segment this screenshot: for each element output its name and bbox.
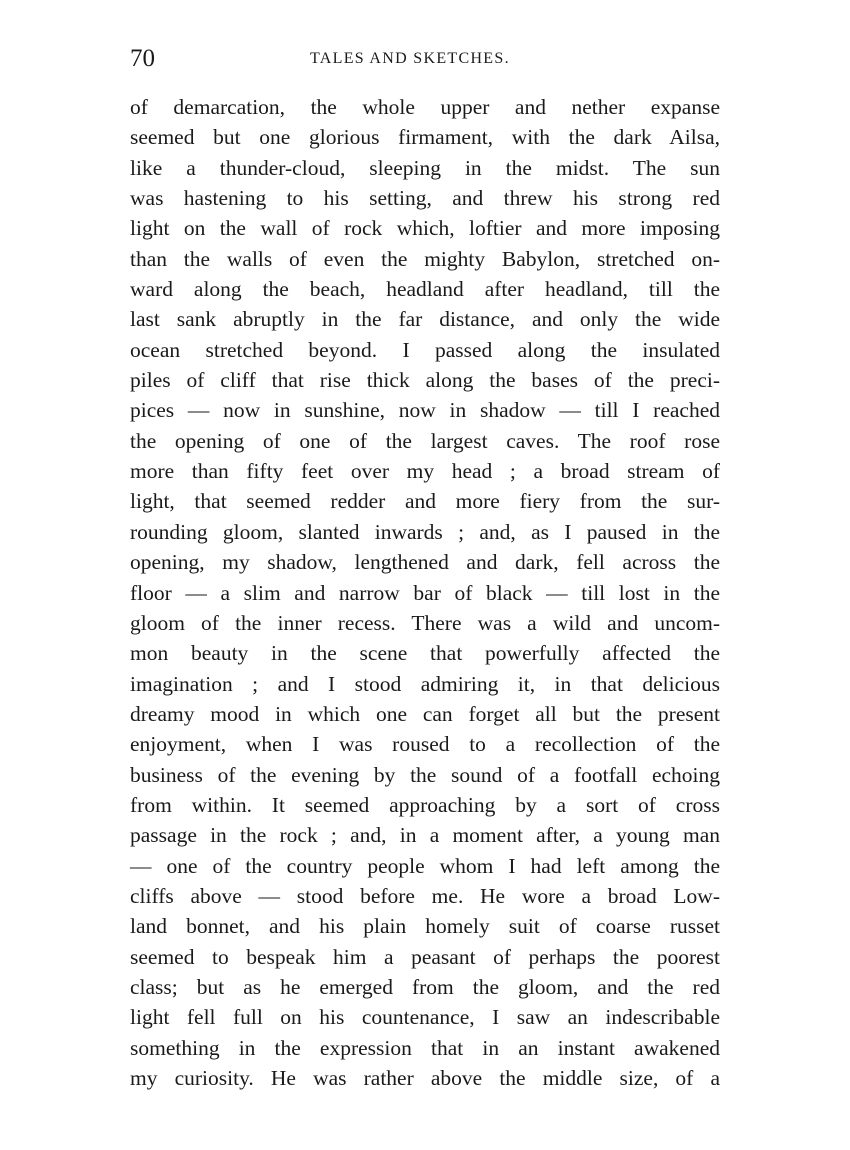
text-line: dreamy mood in which one can forget all but the present [130,701,720,726]
text-line: pices — now in sunshine, now in shadow — till I reached [130,398,720,423]
body-text [130,92,720,1093]
text-line: business of the evening by the sound of a footfall echoing [130,762,720,787]
text-line: piles of cliff that rise thick along the bases of the preci- [130,368,720,393]
text-line: ocean stretched beyond. I passed along the insulated [130,337,720,362]
page-number: 70 [130,45,155,72]
text-line: ward along the beach, headland after headland, till the [130,277,720,302]
text-line: light fell full on his countenance, I saw an indescribable [130,1005,720,1030]
text-line: last sank abruptly in the far distance, and only the wide [130,307,720,332]
text-line: the opening of one of the largest caves. The roof rose [130,428,720,453]
text-line: land bonnet, and his plain homely suit of coarse russet [130,914,720,939]
text-line: seemed but one glorious firmament, with the dark Ailsa, [130,125,720,150]
text-line: opening, my shadow, lengthened and dark, fell across the [130,550,720,575]
text-line: imagination ; and I stood admiring it, in that delicious [130,671,720,696]
text-line: than the walls of even the mighty Babylon, stretched on- [130,246,720,271]
text-line: gloom of the inner recess. There was a wild and uncom- [130,610,720,635]
text-line: more than fifty feet over my head ; a broad stream of [130,459,720,484]
text-line: seemed to bespeak him a peasant of perhaps the poorest [130,944,720,969]
text-line: mon beauty in the scene that powerfully affected the [130,641,720,666]
running-title: TALES AND SKETCHES. [310,50,510,67]
text-line: enjoyment, when I was roused to a recollection of the [130,732,720,757]
text-line: cliffs above — stood before me. He wore a broad Low- [130,883,720,908]
text-line: — one of the country people whom I had left among the [130,853,720,878]
text-line: my curiosity. He was rather above the middle size, of a [130,1066,720,1090]
text-line: something in the expression that in an instant awakened [130,1035,720,1060]
text-line: rounding gloom, slanted inwards ; and, as I paused in the [130,519,720,544]
text-line: class; but as he emerged from the gloom, and the red [130,974,720,999]
text-line: was hastening to his setting, and threw his strong red [130,186,720,211]
text-line: floor — a slim and narrow bar of black — till lost in the [130,580,720,605]
text-line: light, that seemed redder and more fiery from the sur- [130,489,720,514]
text-line: light on the wall of rock which, loftier and more imposing [130,216,720,241]
text-line: like a thunder-cloud, sleeping in the midst. The sun [130,155,720,180]
text-line: passage in the rock ; and, in a moment after, a young man [130,823,720,848]
text-line: of demarcation, the whole upper and nether expanse [130,95,720,119]
text-line: from within. It seemed approaching by a sort of cross [130,792,720,817]
